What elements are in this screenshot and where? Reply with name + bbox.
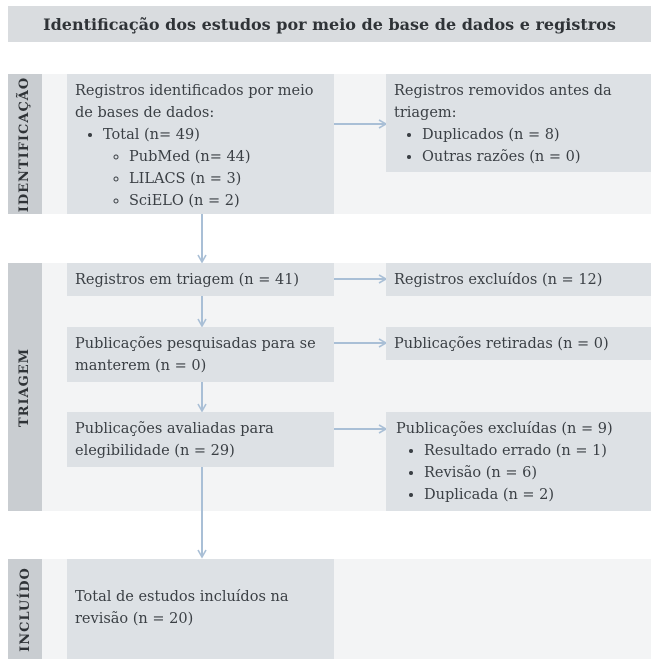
removed-item: • Duplicados (n = 8) [422,124,643,146]
section-label-incluido-text: INCLUÍDO [17,566,33,652]
records-identified-total-text: Total (n= 49) [103,127,200,143]
section-label-identificacao-text: IDENTIFICAÇÃO [17,76,33,212]
records-identified-heading: Registros identificados por meio de bases de dados: [75,83,314,121]
studies-included-text: Total de estudos incluídos na revisão (n = 20) [75,589,289,627]
box-studies-included [67,559,334,659]
excluded-reason-item: • Resultado errado (n = 1) [424,440,643,462]
box-publications-excluded [386,412,651,511]
publications-excluded-heading: Publicações excluídas (n = 9) [396,421,613,437]
records-excluded-text: Registros excluídos (n = 12) [394,272,603,288]
section-label-triagem-text: TRIAGEM [17,347,33,427]
publications-sought-text: Publicações pesquisadas para se manterem (n = 0) [75,336,316,374]
box-publications-assessed [67,412,334,467]
source-item: ◦ LILACS (n = 3) [129,168,326,190]
box-publications-sought [67,327,334,382]
records-removed-heading: Registros removidos antes da triagem: [394,83,612,121]
excluded-reason-item: • Revisão (n = 6) [424,462,643,484]
publications-assessed-text: Publicações avaliadas para elegibilidade (n = 29) [75,421,274,459]
diagram-title-text: Identificação dos estudos por meio de base de dados e registros [43,14,616,34]
box-records-screened [67,263,334,296]
source-item: ◦ PubMed (n= 44) [129,146,326,168]
box-records-removed [386,74,651,172]
records-screened-text: Registros em triagem (n = 41) [75,272,300,288]
records-identified-total [103,124,326,212]
publications-withdrawn-text: Publicações retiradas (n = 0) [394,336,609,352]
source-item: ◦ SciELO (n = 2) [129,190,326,212]
box-records-excluded [386,263,651,296]
excluded-reason-item: • Duplicada (n = 2) [424,484,643,506]
removed-item: • Outras razões (n = 0) [422,146,643,168]
box-records-identified [67,74,334,214]
box-publications-withdrawn [386,327,651,360]
